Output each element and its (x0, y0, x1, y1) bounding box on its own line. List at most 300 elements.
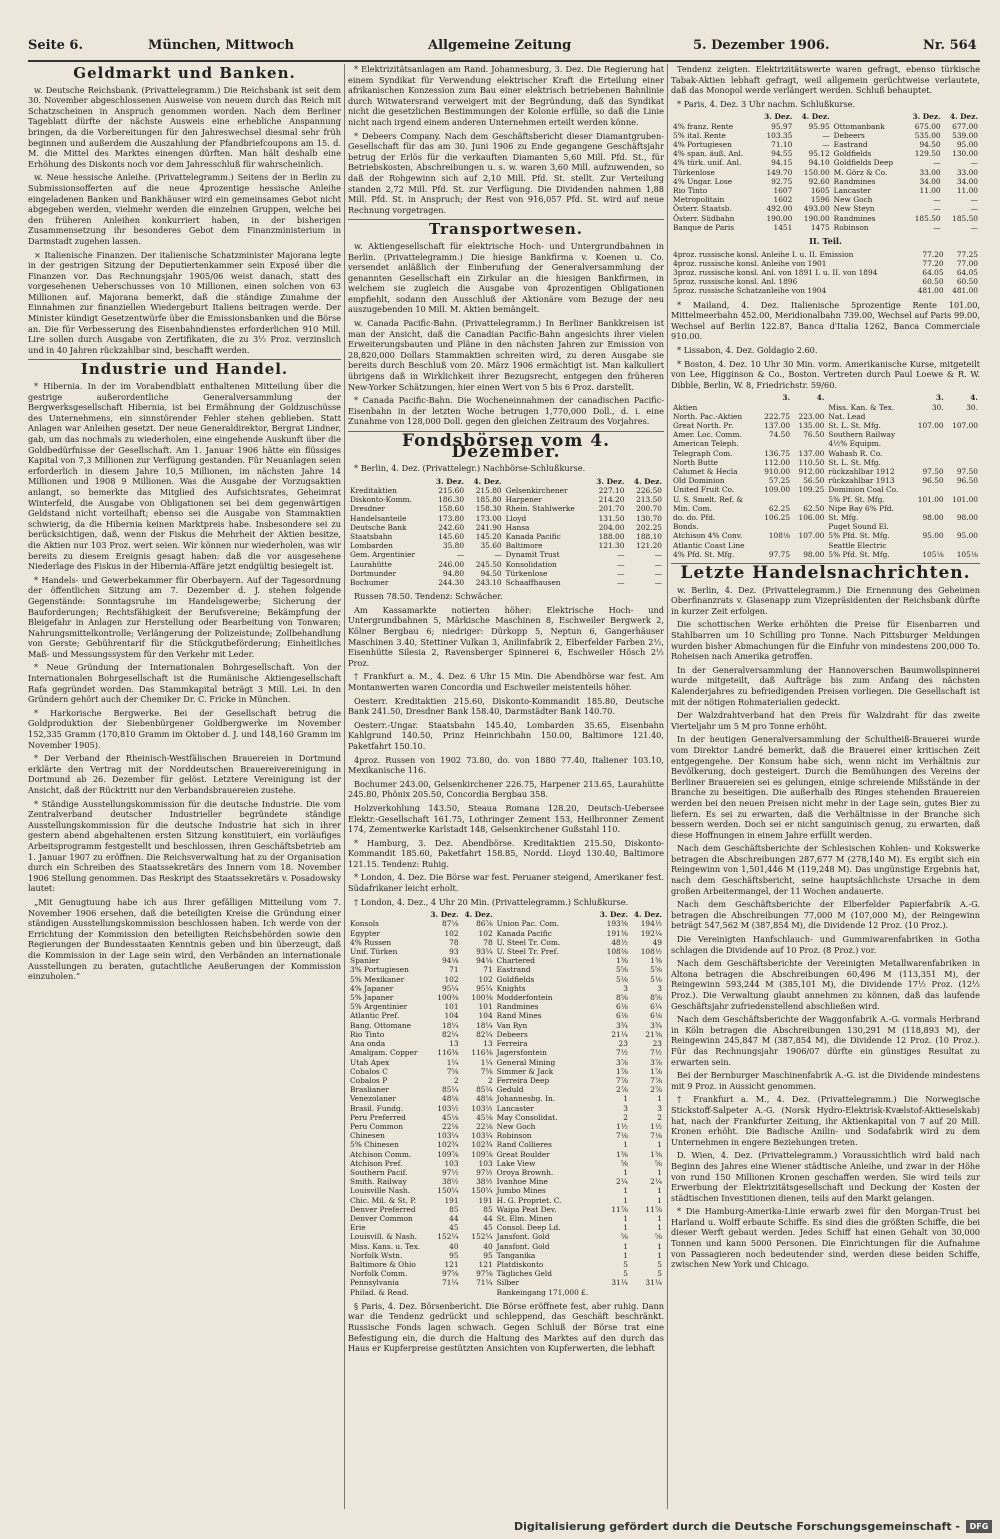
table-row (671, 204, 980, 213)
table-cell: New Goch (496, 1121, 536, 1131)
table-cell: Jansfont. Gold (496, 1241, 550, 1251)
table-row (348, 993, 664, 1002)
table-cell: 108⅛ (768, 531, 791, 541)
table-cell: 97.75 (768, 549, 791, 559)
table-cell: Banque de Paris (673, 222, 735, 232)
boston-quotes-table (671, 393, 980, 559)
column-header: 4. Dez. (801, 112, 830, 122)
table-row (348, 1214, 664, 1223)
table-cell: Lake View (496, 1158, 536, 1168)
table-cell: 5 (657, 1259, 662, 1269)
table-cell: 64.05 (956, 268, 978, 278)
table-cell: 103.35 (766, 130, 793, 140)
table-cell: 40 (483, 1241, 493, 1251)
table-cell: Rand Mines (496, 1011, 542, 1021)
article-paragraph: * Hamburg, 3. Dez. Abendbörse. Kreditaktien 215.50, Diskonto-Kommandit 185.60, Paketfahrt 158.85, Nordd. Lloyd 130.40, Baltimore 121.15. Tendenz: Ruhig. (348, 837, 664, 869)
article-paragraph: Nach dem Geschäftsberichte der Schlesischen Kohlen- und Kokswerke betragen die Abschreibungen 287,677 M (278,140 M). Es ergibt sich ein Reingewinn von 1,501,446 M (119,248 M). Das ungünstige Ergebnis hat, nach dem Geschäftsbericht, seine hauptsächlichste Ursache in dem großen Arbeitermangel, der 11 Wochen andauerte. (671, 843, 980, 896)
table-cell: Robinson (833, 222, 869, 232)
table-cell: 3 (657, 1103, 662, 1113)
table-row (671, 122, 980, 131)
table-cell: ⅝ (620, 1158, 628, 1168)
table-row (671, 541, 980, 550)
article-paragraph: Nach dem Geschäftsberichte der Waggonfabrik A.-G. vormals Herbrand in Köln betragen die Abschreibungen 130,291 M (118,893 M), der Reingewinn 245,847 M (387,854 M), die Dividende 12 Proz. (10 Proz.). Für das Rechnungsjahr 1906/07 dürfte ein günstiges Resultat zu erwarten sein. (671, 1014, 980, 1067)
article-paragraph: * Lissabon, 4. Dez. Goldagio 2.60. (677, 345, 818, 355)
table-cell (758, 403, 792, 412)
table-cell: Braslianer (350, 1085, 389, 1095)
table-cell: May Consolidat. (496, 1112, 558, 1122)
table-cell: 108⅜ (606, 947, 628, 957)
table-cell: Old Dominion (673, 476, 725, 486)
article-paragraph: § Paris, 4. Dez. Börsenbericht. Die Börse eröffnete fest, aber ruhig. Dann war die Tendenz gedrückt und schleppend, das Geschäft beschränkt. Russische Fonds lagen schwach. Gegen Schluß der Börse trat eine Befestigung ein, die durch die Haltung des Marktes auf den durch das Haus er Kupferpreise gestützten Ansichten von Kupferwerten, die lebhaft (348, 1300, 664, 1354)
table-cell: Peru Common (350, 1121, 403, 1131)
market-dateline: * Paris, 4. Dez. 3 Uhr nachm. Schlußkurse. (677, 98, 856, 109)
dfg-logo: DFG (966, 1520, 992, 1533)
table-cell: 5⅝ (616, 965, 628, 975)
table-cell: Louisville Nash. (350, 1186, 411, 1196)
table-cell: 8⅝ (650, 993, 662, 1003)
table-cell: 1 (657, 1241, 662, 1251)
table-row (348, 486, 664, 495)
table-cell: 45 (449, 1223, 459, 1233)
section-heading: Letzte Handelsnachrichten. (680, 563, 971, 584)
table-cell: Lancaster (833, 186, 871, 195)
table-cell (911, 439, 945, 448)
table-cell: New Goch (833, 195, 873, 205)
table-row (671, 277, 980, 286)
table-cell: — (933, 222, 941, 232)
article-paragraph: Bei der Bernburger Maschinenfabrik A.-G. ist die Dividende mindestens mit 9 Proz. in Aussicht genommen. (671, 1070, 980, 1091)
table-cell: 173.00 (475, 513, 502, 523)
table-cell: 1 (657, 1223, 662, 1233)
table-cell: Consol. Deep Ld. (496, 1223, 561, 1233)
table-cell: 186.30 (438, 495, 465, 505)
table-cell: Denver Preferred (350, 1204, 416, 1214)
table-cell: 223.00 (798, 411, 825, 421)
table-cell: — (970, 222, 978, 232)
table-cell: 131.50 (598, 513, 625, 523)
table-cell: 95.95 (808, 121, 830, 131)
table-cell: 3¾ (650, 1020, 662, 1030)
table-cell: 535.00 (914, 130, 941, 140)
table-cell: 912.00 (798, 467, 825, 476)
table-row (671, 186, 980, 195)
article-paragraph: Der Walzdrahtverband hat den Preis für Walzdraht für das zweite Vierteljahr um 5 M pro Tonne erhöht. (671, 710, 980, 731)
table-header (671, 112, 980, 121)
table-cell: Handelsanteile (350, 513, 407, 523)
table-cell: Geduld (496, 1085, 524, 1095)
table-cell: Goldfields Deep (833, 158, 894, 168)
table-cell: 48½ (611, 937, 628, 947)
table-cell: 82¼ (442, 1029, 459, 1039)
table-cell: 74.50 (768, 430, 791, 440)
table-cell: 152¼ (471, 1232, 493, 1242)
table-cell: — (822, 139, 830, 149)
table-row (671, 504, 980, 513)
table-cell: 675.00 (914, 121, 941, 131)
table-cell: Cobalos P (350, 1075, 388, 1085)
table-cell: 106.25 (764, 513, 791, 523)
table-row (348, 578, 664, 587)
table-cell: 5⅛ (650, 974, 662, 984)
table-cell: 245.50 (475, 559, 502, 569)
table-cell: 2¼ (650, 1177, 662, 1187)
table-cell: 23 (618, 1039, 628, 1049)
table-cell: 194½ (640, 919, 662, 929)
table-cell: Debeers (833, 130, 865, 140)
column-header: 3. (782, 393, 791, 403)
table-row (671, 259, 980, 268)
table-row (348, 965, 664, 974)
table-row (348, 1177, 664, 1186)
table-cell: 3proz. russische konsl. Anl. von 1891 I. u. II. von 1894 (673, 268, 878, 278)
table-row (348, 1058, 664, 1067)
section-heading: Transportwesen. (429, 220, 583, 239)
table-cell: 188.10 (636, 532, 662, 541)
table-cell: 7½ (650, 1048, 662, 1058)
table-cell: 145.60 (438, 532, 465, 541)
table-cell: 48⅛ (476, 1094, 493, 1104)
table-row (348, 1085, 664, 1094)
article-paragraph: * Der Verband der Rheinisch-Westfälischen Brauereien in Dortmund erklärte den Vertrag mit der Norddeutschen Brauereivereinigung in Dortmund ab 26. Dezember für gelöst. Letztere Vereinigung ist der Ansicht, daß der Rücktritt nur den Verbandsbrauereien zustehe. (28, 753, 341, 795)
table-cell: Gem. Argentinier (350, 550, 416, 560)
table-cell: 1607 (773, 186, 793, 195)
table-cell: 244.30 (438, 578, 465, 588)
table-cell: Louisvill. & Nash. (350, 1232, 417, 1242)
table-cell: 121.20 (636, 541, 662, 551)
column-divider (667, 64, 668, 1509)
table-cell: 112.00 (764, 457, 791, 467)
table-cell: 185.80 (475, 495, 502, 505)
table-header (348, 477, 664, 486)
table-cell: Wabash R. Co. (828, 448, 883, 458)
table-cell: Debeers (496, 1029, 528, 1039)
table-cell: 4% Japaner (350, 983, 394, 993)
table-cell (758, 541, 792, 550)
table-cell: 4½% Equipm. (828, 439, 881, 449)
table-cell: 95.00 (956, 139, 978, 149)
table-row (671, 531, 980, 540)
article-paragraph: * Hibernia. In der im Vorabendblatt enthaltenen Mitteilung über die gestrige außerordentliche Generalversammlung der Bergwerksgesellschaft Hibernia, ist bei Ermähnung der Goldzuschüsse des Unternehmens, ein sinnstörender Fehler stehen geblieben. Statt Anlagen war Anleihen gesetzt. Der neue Generaldirektor, Bergrat Lindner, gab, um das nochmals zu wiederholen, eine eingehende Auskunft über die Goldbedürfnisse der Gesellschaft. Am 1. Januar 1906 hätte ein flüssiges Kapital von 7,3 Millionen zur Verfügung gestanden. Für Neuanlagen seien erforderlich in diesem Jahre 10,5 Millionen, im nächsten Jahre 14 Millionen und 1908 9 Millionen. Was die Ausgabe der Vorzugsaktien anlangt, so bemerkte das Mitglied des Aufsichtsrates, Geheimrat Winterfeld, die Ausgabe von Obligationen sei bei dem gegenwärtigen Geldstand nicht vorteilhaft; ebenso sei die Ausgabe von Stammaktien schwierig, da die Hibernia keinen Marktpreis habe. Insbesondere sei zu berücksichtigen, daß, wenn der Fiskus die Mehrheit der Aktien besitze, die Aktien nur 103 Proz. wert seien. Wir können nur wiederholen, was wir bereits zu diesem Ereignis gesagt haben: daß die vor ausgesehene Niederlage des Fiskus in der Hibernia-Affäre jetzt endgültig besiegelt ist. (28, 381, 341, 572)
table-cell: 116⅜ (437, 1048, 459, 1058)
table-cell: 38½ (442, 1177, 459, 1187)
table-row (348, 1011, 664, 1020)
table-row (671, 214, 980, 223)
table-cell: 135.00 (798, 420, 825, 430)
article-paragraph: In der Generalversammlung der Hannoverschen Baumwollspinnerei wurde mitgeteilt, daß Aufträge bis zum Anfang des nächsten Kalenderjahres zu befriedigenden Preisen vorliegen. Die Gesellschaft ist mit der nötigen Rohmaterialien gedeckt. (671, 664, 980, 707)
table-subheading: II. Teil. (809, 236, 842, 247)
table-cell: 95.12 (808, 149, 830, 159)
table-cell: 7⅝ (446, 1066, 459, 1076)
table-cell: 11⅞ (611, 1204, 628, 1214)
table-cell: Knights (496, 983, 526, 993)
table-cell: Schaaffhausen (505, 578, 561, 588)
table-cell: 1⅞ (650, 1066, 662, 1076)
table-cell: Ferreira (496, 1039, 528, 1049)
table-cell: 185.50 (952, 213, 978, 223)
table-cell: 1 (623, 1223, 628, 1233)
table-cell (946, 439, 980, 448)
table-cell: Egypter (350, 928, 380, 938)
table-cell: 6⅛ (650, 1011, 662, 1021)
table-cell: Utah Apex (350, 1057, 390, 1067)
table-row (671, 168, 980, 177)
table-cell: 107.00 (798, 531, 825, 541)
table-cell: Great North. Pr. (673, 420, 734, 430)
table-cell: 95 (483, 1250, 493, 1260)
column-header: 4. Dez. (464, 910, 493, 920)
table-cell: 1 (657, 1140, 662, 1150)
table-cell: Bankeingang 171,000 £. (496, 1287, 589, 1297)
table-cell: U. Steel Tr. Com. (496, 937, 561, 947)
table-cell: 103¼ (471, 1131, 493, 1141)
table-cell: 94.80 (442, 568, 465, 578)
table-cell: Amer. Loc. Comm. (673, 430, 742, 440)
table-cell: 5% Mexikaner (350, 974, 405, 984)
table-cell: 5% Chinesen (350, 1140, 399, 1150)
table-cell: Dominion Coal Co. (828, 485, 899, 495)
table-body (348, 486, 664, 587)
table-cell: 94.15 (771, 158, 793, 168)
table-cell: 45⅛ (442, 1112, 459, 1122)
table-cell: 7⅛ (650, 1131, 662, 1141)
column-header: 3. Dez. (764, 112, 793, 122)
russian-loans-table (671, 250, 980, 296)
table-cell: 102 (444, 928, 459, 938)
table-cell: 6¼ (650, 1002, 662, 1012)
table-cell: — (822, 130, 830, 140)
table-cell: 243.10 (475, 578, 502, 588)
table-cell: 5proz. russische Schatzanleihe von 1904 (673, 286, 827, 296)
table-cell: 1 (623, 1195, 628, 1205)
table-cell: 102 (478, 974, 493, 984)
table-cell: Randmines (833, 213, 876, 223)
table-cell: Union Pac. Com. (496, 919, 559, 929)
table-cell: Tanganika (496, 1250, 536, 1260)
table-cell: — (654, 578, 662, 588)
table-row (671, 421, 980, 430)
table-cell: Calumet & Hecla (673, 467, 738, 476)
column-header: 4. (970, 393, 978, 403)
table-cell: 22⅛ (476, 1121, 493, 1131)
table-cell: Chic. Mil. & St. P. (350, 1195, 417, 1205)
table-cell (911, 541, 945, 550)
table-cell: ⅝ (620, 1232, 628, 1242)
table-cell: 121 (478, 1259, 493, 1269)
table-cell: 21¼ (611, 1029, 628, 1039)
table-cell: Miss. Kans. u. Tex. (350, 1241, 421, 1251)
article-paragraph: * Die Hamburg-Amerika-Linie erwarb zwei für den Morgan-Trust bei Harland u. Wolff erbaute Schiffe. Es sind dies die größten Schiffe, die bei dieser Werft gebaut werden. Jedes Schiff hat einen Gehalt von 30,000 Tonnen und kann 5000 Personen. Die Einrichtungen für die Aufnahme von Passagieren noch bedeutender sind, werden diese beiden Schiffe, zwischen New York und Chicago. (671, 1206, 980, 1270)
table-cell (792, 522, 826, 531)
table-row (348, 1205, 664, 1214)
table-cell: Silber (496, 1278, 520, 1288)
table-cell: Baltimore (505, 541, 543, 551)
table-cell: 103¼ (437, 1131, 459, 1141)
table-row (348, 1159, 664, 1168)
table-cell: 1 (657, 1167, 662, 1177)
table-cell: 6⅛ (616, 1011, 628, 1021)
column-header: 4. Dez. (633, 476, 662, 486)
table-cell: 192¼ (640, 928, 662, 938)
table-cell (461, 1288, 495, 1297)
table-row (671, 268, 980, 277)
table-cell: 2 (453, 1075, 459, 1085)
table-cell: 5% Pfd. St. Mfg. (828, 549, 890, 559)
table-cell: New Steyn (833, 204, 875, 214)
table-row (348, 984, 664, 993)
column-1 (28, 64, 341, 1509)
table-cell: 152¼ (437, 1232, 459, 1242)
table-cell: 71 (483, 965, 493, 975)
article-paragraph: * Neue Gründung der Internationalen Bohrgesellschaft. Von der Internationalen Bohrgesellschaft ist die Rumänische Aktiengesellschaft Rafa gegründet worden. Das Stammkapital beträgt 3 Mill. Lei. In den Gründern gehört auch der Chemiker Dr. C. Fricke in München. (28, 662, 341, 705)
table-cell: 145.20 (475, 532, 502, 541)
table-cell: Lloyd (505, 513, 527, 523)
table-cell: 910.00 (764, 467, 791, 476)
table-cell: 5 (623, 1259, 628, 1269)
table-cell (792, 495, 826, 504)
table-cell: 1 (657, 1213, 662, 1223)
table-cell: 5⅝ (650, 965, 662, 975)
issue-number: Nr. 564 (923, 38, 977, 53)
table-cell: 71¼ (476, 1278, 493, 1288)
table-cell: 77.20 (922, 249, 944, 259)
table-row (671, 412, 980, 421)
table-cell: 227.10 (598, 485, 625, 495)
table-cell: 1⅜ (650, 1149, 662, 1159)
table-row (348, 1186, 664, 1195)
table-cell: Diskonto-Komm. (350, 495, 412, 505)
table-row (671, 550, 980, 559)
table-cell: 40 (449, 1241, 459, 1251)
table-row (348, 1223, 664, 1232)
article-paragraph: * London, 4. Dez. Die Börse war fest. Peruaner steigend, Amerikaner fest. Südafrikaner leicht erholt. (348, 872, 664, 894)
table-cell: Unif. Türken (350, 947, 398, 957)
table-cell (911, 522, 945, 531)
table-cell: Rio Tinto (673, 186, 708, 195)
table-row (348, 523, 664, 532)
table-cell: 121.30 (598, 541, 625, 551)
table-cell: 103 (478, 1158, 493, 1168)
table-cell: Denver Common (350, 1213, 413, 1223)
table-cell: 137.00 (764, 420, 791, 430)
table-row (348, 1067, 664, 1076)
table-cell: 4% Russen (350, 937, 392, 947)
table-cell: 5⅛ (616, 974, 628, 984)
table-cell (911, 485, 945, 494)
table-cell: 4% span. äuß. Anl. (673, 149, 744, 159)
table-cell: 95¼ (442, 983, 459, 993)
column-2 (348, 64, 664, 1509)
footer-credit: Digitalisierung gefördert durch die Deutsche Forschungsgemeinschaft - (513, 1520, 960, 1533)
table-row (671, 467, 980, 476)
table-cell: 2⅞ (616, 1085, 628, 1095)
table-cell: Miss. Kan. & Tex. (828, 402, 895, 412)
article-paragraph: Die schottischen Werke erhöhten die Preise für Eisenbarren und Stahlbarren um 10 Schilling pro Tonne. Nach Pittsburger Meldungen wurden bisher Abmachungen für die Einfuhr von mindestens 200,000 To. Roheisen nach Amerika getroffen. (671, 619, 980, 662)
table-cell: 11.00 (919, 186, 941, 195)
table-cell: 77.25 (956, 249, 978, 259)
table-cell: 94.55 (771, 149, 793, 159)
table-cell: 97⅝ (442, 1269, 459, 1279)
table-cell: Lancaster (496, 1103, 534, 1113)
table-cell: ⅝ (654, 1232, 662, 1242)
column-header: 3. Dez. (435, 476, 465, 486)
table-cell: 93 (449, 947, 459, 957)
article-paragraph: w. Berlin, 4. Dez. (Privattelegramm.) Die Ernennung des Geheimen Oberfinanzrats v. Glasenapp zum Vizepräsidenten der Reichsbank dürfte in kurzer Zeit erfolgen. (671, 584, 980, 616)
table-cell: 95¼ (476, 983, 493, 993)
table-cell: 102 (478, 928, 493, 938)
table-cell: — (970, 158, 978, 168)
table-cell: 62.50 (803, 503, 825, 513)
table-cell: — (970, 204, 978, 214)
table-cell: Harpener (505, 495, 542, 505)
table-cell: 130.00 (952, 149, 978, 159)
table-cell: 1½ (650, 1121, 662, 1131)
table-row (348, 560, 664, 569)
table-cell: 97.50 (922, 467, 944, 476)
table-cell: 31¼ (611, 1278, 628, 1288)
table-cell (911, 412, 945, 421)
table-cell: — (494, 550, 502, 560)
table-cell: 241.90 (475, 522, 502, 532)
article-paragraph: † London, 4. Dez., 4 Uhr 20 Min. (Privattelegramm.) Schlußkurse. (354, 896, 629, 907)
table-cell: 103 (444, 1158, 459, 1168)
table-cell: Goldfields (496, 974, 535, 984)
table-cell: Ivanhoe Mine (496, 1177, 548, 1187)
table-cell: 158.30 (475, 504, 502, 514)
table-cell: 190.00 (766, 213, 793, 223)
table-cell: 95 (449, 1250, 459, 1260)
table-cell: 49 (652, 937, 662, 947)
table-cell: 92.75 (771, 176, 793, 186)
column-header (832, 112, 906, 121)
table-cell: 82¼ (476, 1029, 493, 1039)
table-cell (946, 430, 980, 439)
table-cell: 94.10 (808, 158, 830, 168)
table-cell: 95.00 (922, 531, 944, 541)
table-cell: 30. (966, 402, 978, 412)
table-cell: 71.10 (771, 139, 793, 149)
table-cell: Konsolidation (505, 559, 557, 569)
table-cell: 3 (623, 983, 628, 993)
table-cell: St. L. St. Mfg. (828, 420, 881, 430)
table-cell: Atlantic Coast Line (673, 540, 745, 550)
table-cell: 190.00 (803, 213, 830, 223)
table-cell: 56.50 (803, 476, 825, 486)
article-paragraph: D. Wien, 4. Dez. (Privattelegramm.) Voraussichtlich wird bald nach Beginn des Jahres eine Wiener städtische Anleihe, und zwar in der Höhe von rund 150 Millionen Kronen geschaffen werden. Sie wird teils zur Erwerbung der Elektrizitätsgesellschaft und Deckung der Kosten der städtischen Investitionen dienen, teils auf den Markt gelangen. (671, 1150, 980, 1203)
table-cell: 1 (657, 1195, 662, 1205)
table-row (671, 476, 980, 485)
table-cell: 1¼ (480, 1057, 493, 1067)
table-row (348, 1122, 664, 1131)
table-cell: 1 (623, 1213, 628, 1223)
table-cell: 62.25 (768, 503, 791, 513)
column-header (671, 393, 758, 402)
table-cell: Simmer & Jack (496, 1066, 554, 1076)
table-cell: 202.25 (636, 522, 662, 532)
table-cell: 2¼ (616, 1177, 628, 1187)
article-paragraph: Die Vereinigten Hanfschlauch- und Gummiwarenfabriken in Gotha schlagen die Dividende auf 10 Proz. (8 Proz.) vor. (671, 934, 980, 955)
table-row (348, 541, 664, 550)
table-cell: Venezolaner (350, 1094, 396, 1104)
table-body (348, 919, 664, 1296)
table-cell: 1 (623, 1186, 628, 1196)
table-cell: 96.50 (922, 476, 944, 486)
table-cell (946, 458, 980, 467)
page-header (28, 38, 978, 58)
table-cell: Türkenlose (505, 568, 548, 578)
table-cell (911, 449, 945, 458)
table-row (348, 1150, 664, 1159)
table-cell: Seattle Electric (828, 540, 887, 550)
